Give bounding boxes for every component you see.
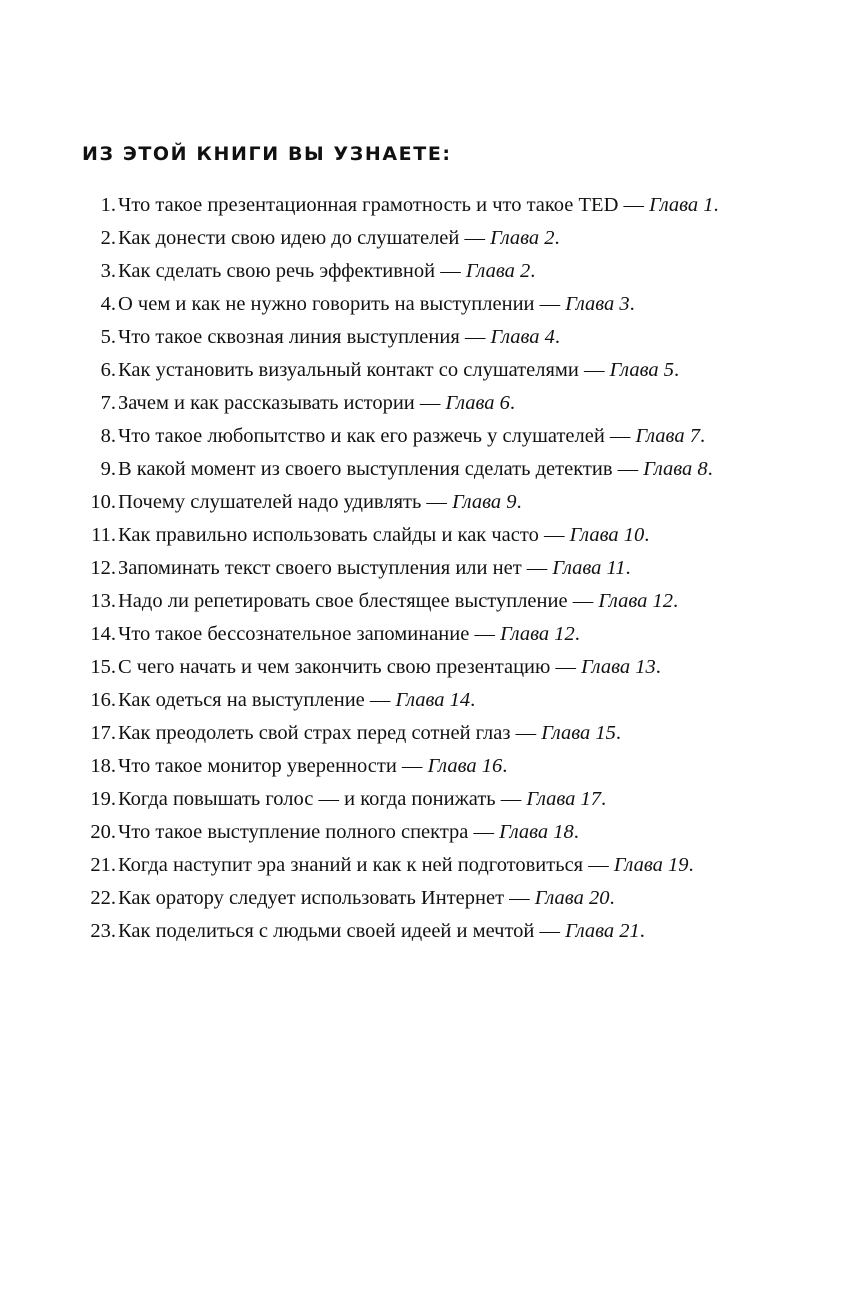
list-item (80, 455, 720, 483)
item-period: . (644, 524, 650, 546)
list-item (80, 290, 720, 318)
list-item (80, 884, 720, 912)
item-body (116, 224, 720, 252)
item-body (116, 587, 720, 615)
item-period: . (574, 623, 580, 645)
item-text: Что такое монитор уверенности — (118, 755, 428, 777)
chapter-reference: Глава 21 (565, 920, 640, 942)
list-item (80, 323, 720, 351)
chapter-reference: Глава 9 (452, 491, 517, 513)
chapter-reference: Глава 15 (541, 722, 616, 744)
item-number: 11. (91, 524, 116, 546)
chapter-reference: Глава 5 (609, 359, 674, 381)
item-number: 6. (100, 359, 116, 381)
chapter-reference: Глава 18 (499, 821, 574, 843)
item-number: 7. (100, 392, 116, 414)
item-body (116, 686, 720, 714)
item-period: . (601, 788, 607, 810)
item-text: Как одеться на выступление — (118, 689, 396, 711)
item-number: 13. (90, 590, 116, 612)
item-period: . (509, 392, 516, 414)
item-body (116, 752, 720, 780)
list-item (80, 257, 720, 285)
chapter-reference: Глава 8 (643, 458, 708, 480)
item-text: В какой момент из своего выступления сделать детектив — (118, 458, 644, 480)
chapter-reference: Глава 13 (581, 656, 656, 678)
chapter-reference: Глава 19 (613, 854, 689, 876)
item-number: 10. (90, 491, 116, 513)
chapter-reference: Глава 16 (427, 755, 503, 777)
item-period: . (516, 491, 522, 513)
item-number: 2. (100, 227, 116, 249)
item-text: Почему слушателей надо удивлять — (118, 491, 453, 513)
list-item (80, 917, 720, 945)
item-number: 17. (90, 722, 116, 744)
list-item (80, 686, 720, 714)
list-item (80, 356, 720, 384)
item-text: Как правильно использовать слайды и как часто — (118, 524, 570, 546)
item-text: О чем и как не нужно говорить на выступлении — (118, 293, 566, 315)
item-body (116, 257, 720, 285)
list-item (80, 488, 720, 516)
list-item (80, 587, 720, 615)
item-number: 16. (90, 689, 116, 711)
list-item (80, 818, 720, 846)
item-text: Когда наступит эра знаний и как к ней подготовиться — (118, 854, 614, 876)
item-number: 4. (100, 293, 116, 315)
item-body (116, 917, 720, 945)
list-item (80, 191, 720, 219)
item-body (116, 884, 720, 912)
item-number: 22. (90, 887, 116, 909)
item-period: . (674, 359, 680, 381)
list-item (80, 422, 720, 450)
chapter-reference: Глава 12 (598, 590, 673, 612)
item-period: . (629, 293, 635, 315)
list-item (80, 224, 720, 252)
chapter-reference: Глава 14 (395, 689, 471, 711)
item-period: . (609, 887, 615, 909)
chapter-reference: Глава 2 (465, 260, 531, 282)
item-number: 15. (90, 656, 116, 678)
item-body (116, 554, 720, 582)
item-body (116, 851, 720, 879)
item-text: Как оратору следует использовать Интернет — (118, 887, 535, 909)
item-text: Как донести свою идею до слушателей — (118, 227, 491, 249)
item-body (116, 455, 720, 483)
item-number: 5. (100, 326, 116, 348)
item-body (116, 653, 720, 681)
item-text: Что такое презентационная грамотность и что такое TED — (118, 194, 650, 216)
item-number: 19. (90, 788, 116, 810)
list-item (80, 851, 720, 879)
item-text: Как сделать свою речь эффективной — (118, 260, 466, 282)
item-number: 12. (90, 557, 116, 579)
item-text: Как установить визуальный контакт со слушателями — (118, 359, 610, 381)
list-item (80, 785, 720, 813)
chapter-reference: Глава 2 (490, 227, 555, 249)
list-item (80, 554, 720, 582)
item-text: Что такое выступление полного спектра — (118, 821, 500, 843)
item-number: 23. (90, 920, 116, 942)
item-number: 20. (90, 821, 116, 843)
item-period: . (573, 821, 579, 843)
item-number: 21. (90, 854, 116, 876)
chapter-reference: Глава 4 (490, 326, 555, 348)
item-number: 9. (100, 458, 116, 480)
item-body (116, 785, 720, 813)
chapter-reference: Глава 10 (569, 524, 645, 546)
item-text: Когда повышать голос — и когда понижать — (118, 788, 527, 810)
item-period: . (625, 557, 631, 579)
item-body (116, 323, 720, 351)
item-body (116, 290, 720, 318)
item-period: . (707, 458, 713, 480)
item-period: . (713, 194, 719, 216)
chapter-reference: Глава 6 (445, 392, 510, 414)
item-period: . (554, 227, 560, 249)
item-text: Что такое бессознательное запоминание — (118, 623, 501, 645)
chapter-reference: Глава 1 (649, 194, 714, 216)
item-period: . (554, 326, 561, 348)
item-period: . (688, 854, 694, 876)
item-body (116, 521, 720, 549)
item-text: Надо ли репетировать свое блестящее выступление — (118, 590, 599, 612)
list-item (80, 620, 720, 648)
list-item (80, 521, 720, 549)
item-number: 18. (90, 755, 116, 777)
item-period: . (470, 689, 476, 711)
item-period: . (530, 260, 536, 282)
item-number: 8. (100, 425, 116, 447)
chapter-reference: Глава 17 (526, 788, 602, 810)
item-body (116, 389, 720, 417)
chapter-reference: Глава 20 (534, 887, 610, 909)
item-text: Как преодолеть свой страх перед сотней глаз — (118, 722, 542, 744)
item-period: . (639, 920, 645, 942)
item-number: 14. (90, 623, 116, 645)
chapter-reference: Глава 11 (552, 557, 626, 579)
item-period: . (655, 656, 661, 678)
list-item (80, 389, 720, 417)
item-body (116, 422, 720, 450)
item-text: Зачем и как рассказывать истории — (118, 392, 446, 414)
item-body (116, 620, 720, 648)
chapter-reference: Глава 3 (565, 293, 630, 315)
item-text: Что такое сквозная линия выступления — (118, 326, 491, 348)
item-period: . (615, 722, 621, 744)
item-period: . (699, 425, 706, 447)
list-item (80, 719, 720, 747)
chapter-reference: Глава 12 (500, 623, 575, 645)
item-text: Запоминать текст своего выступления или нет — (118, 557, 553, 579)
list-item (80, 653, 720, 681)
item-body (116, 356, 720, 384)
item-body (116, 719, 720, 747)
item-text: Что такое любопытство и как его разжечь у слушателей — (118, 425, 636, 447)
item-body (116, 191, 720, 219)
item-period: . (672, 590, 679, 612)
page-heading: ИЗ ЭТОЙ КНИГИ ВЫ УЗНАЕТЕ: (82, 143, 452, 165)
item-number: 3. (100, 260, 116, 282)
item-text: С чего начать и чем закончить свою презентацию — (118, 656, 582, 678)
chapter-list (80, 191, 720, 950)
item-body (116, 818, 720, 846)
item-number: 1. (100, 194, 116, 216)
item-period: . (502, 755, 508, 777)
item-body (116, 488, 720, 516)
item-text: Как поделиться с людьми своей идеей и мечтой — (118, 920, 566, 942)
list-item (80, 752, 720, 780)
chapter-reference: Глава 7 (635, 425, 700, 447)
